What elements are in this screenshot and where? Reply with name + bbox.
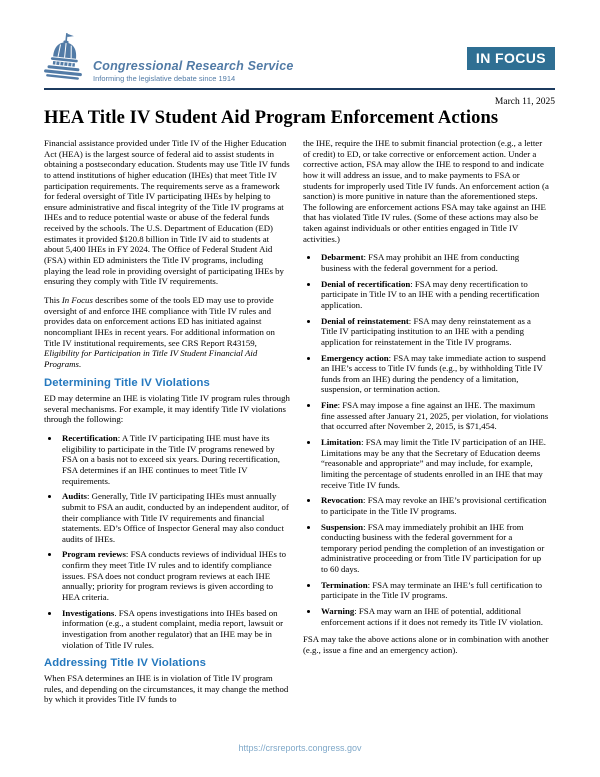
bullet-text: FSA may warn an IHE of potential, additional enforcement actions if it does not remedy its Title IV violation. xyxy=(321,605,543,627)
bullet-text: FSA conducts reviews of individual IHEs to confirm they meet Title IV rules and to identify compliance issues. FSA does not conduct program reviews at each IHE annually; priority for program reviews is given according to HEA criteria. xyxy=(62,549,286,602)
list-item xyxy=(319,316,549,348)
bullet-separator: : xyxy=(363,495,368,506)
bullet-term: Denial of recertification xyxy=(321,278,411,289)
bullet-term: Investigations xyxy=(62,607,115,618)
bullet-separator: : xyxy=(367,579,373,590)
org-name: Congressional Research Service xyxy=(93,59,294,73)
section-heading-determining: Determining Title IV Violations xyxy=(44,377,210,390)
bullet-term: Emergency action xyxy=(321,352,389,363)
bullet-term: Suspension xyxy=(321,521,364,532)
footer-url-link[interactable]: https://crsreports.congress.gov xyxy=(238,743,362,753)
bullet-text: FSA may deny recertification to participate in Title IV to an IHE with a pending recertification application. xyxy=(321,278,540,310)
closing-paragraph: FSA may take the above actions alone or in combination with another (e.g., issue a fine and an emergency action). xyxy=(303,634,549,655)
text-run: This xyxy=(44,294,62,305)
bullet-term: Warning xyxy=(321,605,355,616)
document-title: HEA Title IV Student Aid Program Enforcement Actions xyxy=(44,108,499,128)
bullet-text: FSA may prohibit an IHE from conducting business with the federal government for a period. xyxy=(321,252,520,274)
bullet-separator: . xyxy=(114,607,119,618)
bullet-separator: : xyxy=(361,437,366,448)
bullet-term: Program reviews xyxy=(62,549,126,560)
bullet-separator: : xyxy=(410,278,415,289)
brand-text xyxy=(93,59,294,85)
bullet-separator: : xyxy=(363,521,368,532)
violation-detection-list xyxy=(44,433,290,650)
list-item xyxy=(319,606,549,627)
bullet-separator: : xyxy=(354,605,359,616)
in-focus-badge: IN FOCUS xyxy=(467,47,555,70)
bullet-separator: : xyxy=(86,491,92,502)
report-title-italic: Eligibility for Participation in Title IV Student Financial Aid Programs xyxy=(44,348,258,369)
section-heading-addressing: Addressing Title IV Violations xyxy=(44,657,207,670)
bullet-term: Recertification xyxy=(62,433,118,444)
list-item xyxy=(60,433,290,486)
bullet-text: FSA may revoke an IHE’s provisional certification to participate in the Title IV programs. xyxy=(321,495,547,516)
org-tagline: Informing the legislative debate since 1914 xyxy=(93,74,236,83)
list-item xyxy=(319,353,549,396)
in-focus-italic: In Focus xyxy=(61,294,93,305)
page-footer xyxy=(0,743,600,753)
bullet-term: Limitation xyxy=(321,437,362,448)
left-column xyxy=(44,138,290,713)
list-item xyxy=(60,549,290,602)
right-column xyxy=(303,138,549,713)
bullet-text: FSA opens investigations into IHEs based on information (e.g., a student complaint, media report, lawsuit or investigation from another regulator) that an IHE may be in violation of Title IV rules. xyxy=(62,607,284,650)
list-item xyxy=(60,608,290,651)
bullet-text: FSA may limit the Title IV participation of an IHE. Limitations may be any that the Secretary of Education deems “reasonable and appropriate” and may include, for example, limiting the percentage of students enrolled in an IHE that may receive Title IV funds. xyxy=(321,437,546,490)
text-run: . xyxy=(78,358,82,369)
bullet-text: FSA may take immediate action to suspend an IHE’s access to Title IV funds (e.g., by withholding Title IV funds from an IHE) during the pendency of a limitation, suspension, or termination action. xyxy=(321,352,546,395)
bullet-separator: : xyxy=(388,352,394,363)
list-item xyxy=(319,522,549,575)
text-run: describes some of the tools ED may use to provide oversight of and enforce IHE compliance with Title IV rules and provides data on enforcement actions ED has initiated against noncompliant IHEs in recent years. For additional information on Title IV institutional requirements, see CRS Report R43159, xyxy=(44,294,275,348)
crs-brand xyxy=(44,33,294,85)
intro-paragraph-2 xyxy=(44,295,290,369)
capitol-dome-icon xyxy=(44,33,84,85)
bullet-term: Termination xyxy=(321,579,368,590)
list-item xyxy=(319,437,549,490)
bullet-text: FSA may deny reinstatement as a Title IV participating institution to an IHE with a pending application for reinstatement in the Title IV programs. xyxy=(321,315,531,347)
bullet-separator: : xyxy=(408,315,414,326)
list-item xyxy=(60,491,290,544)
document-header xyxy=(44,33,555,85)
list-item xyxy=(319,580,549,601)
bullet-term: Revocation xyxy=(321,495,364,506)
bullet-term: Fine xyxy=(321,400,338,411)
bullet-text: FSA may immediately prohibit an IHE from conducting business with the federal government for a temporary period pending the completion of an investigation or administrative proceeding or from Title IV participation for up to 60 days. xyxy=(321,521,545,575)
list-item xyxy=(319,252,549,273)
list-item xyxy=(319,400,549,432)
bullet-term: Denial of reinstatement xyxy=(321,315,409,326)
addressing-paragraph-right: the IHE, require the IHE to submit financial protection (e.g., a letter of credit) to ED, or take corrective or enforcement action. Under a corrective action, FSA may allow the IHE to respond to and indicate how it will address an issue, and to make payments to FSA or students for improperly used Title IV funds. An enforcement action (a sanction) is more punitive in nature than the aforementioned steps. The following are enforcement actions FSA may take against an IHE that has violated Title IV rules. (Some of these actions may also be taken against individuals or other entities engaged in Title IV activities.) xyxy=(303,138,549,244)
bullet-separator: : xyxy=(117,433,122,444)
bullet-text: Generally, Title IV participating IHEs must annually submit to FSA an audit, conducted by an independent auditor, of their compliance with Title IV requirements and financial statements. ED’s Office of Inspector General may also conduct audits of IHEs. xyxy=(62,491,289,544)
bullet-separator: : xyxy=(125,549,131,560)
bullet-separator: : xyxy=(337,400,343,411)
enforcement-actions-list xyxy=(303,252,549,627)
list-item xyxy=(319,495,549,516)
publication-date: March 11, 2025 xyxy=(494,97,555,107)
addressing-paragraph-left: When FSA determines an IHE is in violation of Title IV program rules, and depending on the circumstances, it may change the method by which it provides Title IV funds to xyxy=(44,672,289,705)
bullet-text: FSA may impose a fine against an IHE. The maximum fine assessed after January 21, 2025, per violation, for violations that occurred after November 2, 2015, is $71,454. xyxy=(321,400,549,432)
bullet-separator: : xyxy=(363,252,369,263)
bullet-text: FSA may terminate an IHE’s full certification to participate in the Title IV programs. xyxy=(321,579,543,601)
intro-paragraph-1: Financial assistance provided under Title IV of the Higher Education Act (HEA) is the largest source of federal aid to assist students in obtaining a postsecondary education. Students may use Title IV funds to attend institutions of higher education (IHEs) that meet Title IV participation requirements. The requirements serve as a framework for federal oversight of Title IV participating IHEs by helping to ensure administrative and fiscal integrity of the Title IV programs at IHEs and to reduce potential waste or abuse of the federal funds received by the schools. The U.S. Department of Education (ED) estimates it provided $120.8 billion in Title IV aid to students at about 5,400 IHEs in FY 2024. The Office of Federal Student Aid (FSA) within ED administers the Title IV programs, including playing the lead role in providing oversight of participating IHEs by ensuring they comply with Title IV requirements. xyxy=(44,138,290,287)
two-column-body xyxy=(44,138,555,713)
header-divider xyxy=(44,88,555,90)
list-item xyxy=(319,279,549,311)
bullet-text: A Title IV participating IHE must have its eligibility to participate in the Title IV programs renewed by FSA on a basis not to exceed six years. During recertification, FSA determines if an IHE continues to meet Title IV requirements. xyxy=(62,433,280,486)
bullet-term: Debarment xyxy=(321,252,364,263)
determining-intro: ED may determine an IHE is violating Title IV program rules through several mechanisms. For example, it may identify Title IV violations through the following: xyxy=(44,393,290,425)
bullet-term: Audits xyxy=(62,491,87,502)
